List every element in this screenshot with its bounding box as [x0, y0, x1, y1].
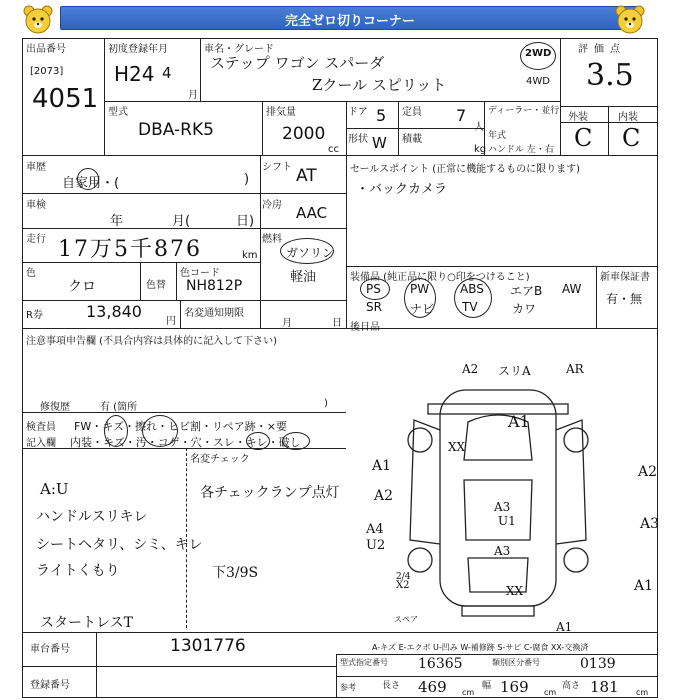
lot-label: 出品番号 [26, 44, 66, 55]
row1-repair: リペア跡 [212, 420, 256, 433]
row1-scratch: キズ [102, 420, 124, 433]
row2-burn: コゲ [157, 436, 180, 449]
load-label: 積載 [402, 134, 422, 145]
equip-airbag: エアB [510, 284, 543, 298]
repair-label: 修復歴 [40, 402, 70, 413]
equip-sr: SR [366, 300, 382, 314]
handle-label: ハンドル 左・右 [488, 145, 554, 155]
equip-ps-circle [360, 278, 390, 300]
recycle-unit: 円 [166, 316, 176, 327]
height-unit: cm [636, 688, 649, 697]
equip-abs-circle [454, 278, 492, 318]
diagram-mark-a3-right: A3 [640, 516, 660, 532]
registration-year: H24 [114, 62, 155, 86]
row2-wear: スレ [212, 436, 235, 449]
row2-interior: 内装 [70, 436, 92, 449]
row-tear-circle [282, 432, 310, 450]
diagram-mark-24: 2/4 [396, 572, 411, 582]
row1-need: ×要 [266, 420, 287, 433]
inspector-row1: FW・キズ・擦れ・ヒビ割・リペア跡・×要 [74, 420, 287, 433]
history-circle [77, 168, 99, 190]
model-code-label: 型式指定番号 [340, 658, 388, 667]
row-wear-circle [246, 432, 270, 450]
lot-small-code: [2073] [30, 66, 64, 77]
diagram-mark-a2-right: A2 [638, 464, 658, 480]
aircon-label: 冷房 [262, 200, 282, 211]
model-value: DBA-RK5 [138, 120, 214, 140]
row2-broken: 破し [278, 436, 301, 449]
row1-crack: ヒビ割 [168, 420, 201, 433]
drive-4wd: 4WD [526, 76, 550, 87]
row2-dirt: 汚 [135, 436, 147, 449]
row2-hole: 穴 [190, 436, 202, 449]
aircon-value: AAC [296, 204, 328, 222]
displacement-value: 2000 [282, 124, 326, 144]
banner-title: 完全ゼロ切りコーナー [284, 14, 415, 29]
diagram-mark-a2-left: A2 [374, 488, 394, 504]
comment-line3: シートヘタリ、シミ、キレ [36, 537, 203, 553]
diagram-mark-a3-roof: A3 [494, 500, 511, 514]
length-unit: cm [462, 688, 475, 697]
diagram-mark-sura: スリA [498, 364, 531, 378]
diagram-spare-label: スペア [394, 615, 418, 624]
recycle-day-unit: 日 [332, 318, 342, 329]
recycle-deadline-label: 名変通知期限 [184, 308, 244, 319]
diagram-mark-a1-hood: A1 [508, 412, 530, 431]
row2-tear: キレ [245, 436, 268, 449]
model-code-value: 16365 [418, 656, 463, 672]
dealer-label: ディーラー・並行 [488, 106, 560, 116]
equip-tv: TV [462, 300, 478, 314]
sales-point-item: ・バックカメラ [356, 182, 448, 197]
rear-seat-label: 後日品 [350, 322, 380, 333]
comment-line4: ライトくもり [36, 563, 120, 579]
rating-label: 評価点 [578, 44, 626, 55]
recycle-label: R券 [26, 310, 43, 321]
mileage-unit: km [242, 250, 258, 261]
class-code-label: 類別区分番号 [492, 658, 540, 667]
fuel-value: ガソリン [286, 246, 335, 260]
vehicle-name-label: 車名・グレード [204, 44, 274, 55]
history-label: 車歴 [26, 162, 46, 173]
comment-line1: A:U [40, 480, 69, 498]
drive-2wd: 2WD [525, 48, 552, 59]
row-scratch-circle [104, 415, 128, 447]
recycle-month-unit: 月 [282, 318, 292, 329]
equip-aw: AW [562, 282, 582, 296]
color-code: NH812P [186, 278, 243, 294]
length-label: 長さ [382, 681, 401, 691]
inspection-day-unit: 日) [236, 214, 255, 229]
diagram-mark-x2: X2 [396, 580, 410, 591]
height-value: 181 [590, 678, 619, 696]
repair-close: ) [324, 398, 328, 409]
bear-mascot-right-icon [612, 2, 648, 38]
equip-abs: ABS [460, 282, 484, 296]
inspection-month-unit: 月( [172, 214, 191, 229]
registration-month-unit: 月 [188, 90, 198, 101]
capacity-value: 7 [456, 106, 467, 125]
registration-label: 初度登録年月 [108, 44, 168, 55]
doors-label: ドア [348, 107, 368, 118]
doors-value: 5 [376, 106, 387, 125]
capacity-label: 定員 [402, 107, 422, 118]
exterior-label: 外装 [568, 112, 588, 123]
color-value: クロ [68, 279, 96, 295]
diagram-mark-u2-left: U2 [366, 538, 386, 553]
bear-mascot-left-icon [20, 2, 56, 38]
chassis-label: 車台番号 [30, 644, 70, 655]
shape-label: 形状 [348, 134, 368, 145]
fuel-circle [280, 238, 334, 264]
vehicle-name-line1: ステップ ワゴン スパーダ [210, 54, 385, 72]
sales-point-label: セールスポイント (正常に機能するものに限ります) [350, 164, 581, 175]
diagram-mark-ar: AR [566, 362, 584, 376]
equip-ps: PS [366, 282, 381, 296]
width-label: 幅 [482, 681, 492, 691]
diagram-mark-xx-front: XX [448, 440, 466, 454]
name-change-label: 名変チェック [190, 454, 250, 465]
row1-rub: 擦れ [135, 420, 157, 433]
color-swap-label: 色替 [146, 280, 166, 291]
vehicle-name-line2: Zクール スピリット [312, 76, 447, 94]
length-value: 469 [418, 678, 447, 696]
comment-line5: スタートレスT [40, 615, 133, 631]
fuel-label: 燃料 [262, 234, 282, 245]
color-code-label: 色コード [180, 268, 220, 279]
displacement-unit: cc [328, 144, 339, 155]
header-banner [60, 6, 640, 30]
shape-value: W [372, 134, 387, 152]
ref-label: 参考 [340, 683, 356, 692]
lamp-note: 各チェックランプ点灯 [200, 485, 340, 501]
history-close: ) [244, 172, 250, 187]
capacity-unit: 人 [474, 122, 484, 133]
diagram-mark-a4-left: A4 [366, 522, 384, 537]
equip-navi: ナビ [410, 302, 435, 316]
notes-label: 注意事項申告欄 (不具合内容は具体的に記入して下さい) [26, 336, 277, 347]
height-label: 高さ [562, 681, 581, 691]
equip-pw: PW [410, 282, 430, 296]
recycle-amount: 13,840 [86, 302, 142, 321]
mileage-value: 17万5千876 [58, 237, 202, 262]
width-value: 169 [500, 678, 529, 696]
transmission-value: AT [296, 166, 317, 186]
diagram-legend: A-キズ E-エクボ U-凹み W-補修跡 S-サビ C-腐食 XX-交換済 [372, 643, 589, 652]
inspection-year-unit: 年 [110, 214, 124, 229]
repair-value: 有 (箇所 [100, 402, 138, 413]
diagram-mark-a1-bottom: A1 [556, 620, 573, 634]
width-unit: cm [544, 688, 557, 697]
color-label: 色 [26, 268, 36, 279]
transmission-label: シフト [262, 162, 292, 173]
diagram-mark-a1-right: A1 [634, 578, 654, 594]
interior-grade: C [622, 124, 641, 152]
chassis-number: 1301776 [170, 636, 246, 656]
warranty-label: 新車保証書 [600, 272, 650, 283]
equip-leather: カワ [512, 302, 537, 316]
inspection-label: 車検 [26, 200, 46, 211]
exterior-grade: C [574, 124, 593, 152]
inspector-label: 検査員 [26, 422, 56, 433]
load-unit: kg [474, 144, 487, 155]
entry-label: 記入欄 [26, 438, 56, 449]
tire-note: 下3/9S [212, 565, 259, 581]
diagram-mark-a2-top: A2 [462, 362, 479, 376]
registration-month: 4 [162, 64, 172, 82]
equip-pw-circle [404, 278, 436, 318]
displacement-label: 排気量 [266, 107, 296, 118]
year-label: 年式 [488, 131, 507, 141]
comment-line2: ハンドルスリキレ [36, 509, 148, 525]
fuel-alt: 軽油 [290, 270, 317, 285]
diagram-mark-u1-roof: U1 [498, 514, 516, 528]
equipment-label: 装備品 (純正品に限り○印をつけること) [350, 272, 530, 283]
registration-number-label: 登録番号 [30, 680, 70, 691]
model-label: 型式 [108, 107, 128, 118]
class-code-value: 0139 [580, 656, 616, 672]
row1-fw: FW [74, 420, 92, 433]
row-rub-circle [142, 415, 178, 447]
diagram-mark-a3-rear: A3 [494, 544, 511, 558]
interior-label: 内装 [618, 112, 638, 123]
rating-score: 3.5 [586, 58, 634, 93]
inspector-row2: 内装・キズ・汚・コゲ・穴・スレ・キレ・破し [70, 436, 301, 449]
warranty-value: 有・無 [606, 292, 643, 306]
diagram-mark-a1-left: A1 [372, 458, 392, 474]
history-value: 自家用・( [62, 176, 120, 191]
row2-scratch: キズ [103, 436, 125, 449]
lot-number: 4051 [32, 84, 99, 114]
mileage-label: 走行 [26, 234, 46, 245]
diagram-mark-xx-rear: XX [506, 584, 524, 598]
